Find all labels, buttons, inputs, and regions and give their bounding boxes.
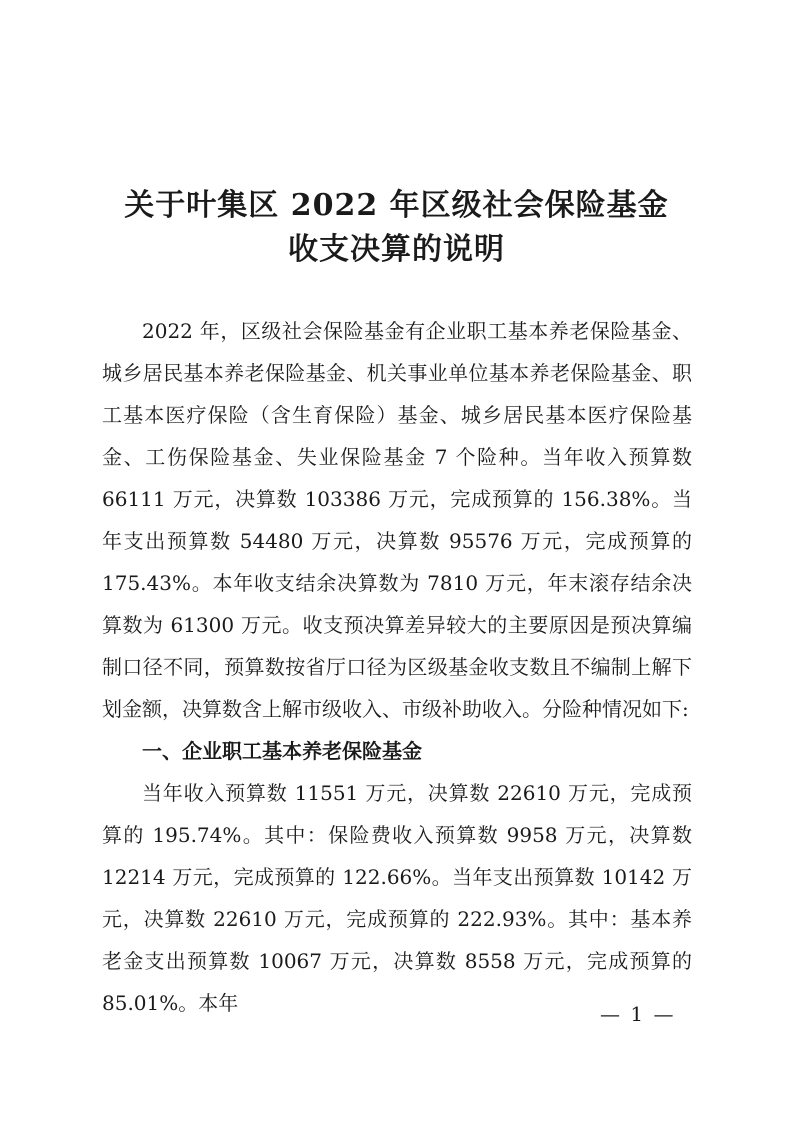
- document-body: [102, 310, 692, 1024]
- section-heading-1: 一、企业职工基本养老保险基金: [142, 739, 422, 763]
- document-title-line-2: 收支决算的说明: [288, 232, 505, 267]
- section-1-paragraph: 当年收入预算数 11551 万元，决算数 22610 万元，完成预算的 195.74%。其中：保险费收入预算数 9958 万元，决算数 12214 万元，完成预算的 122.66%。当年支出预算数 10142 万元，决算数 22610 万元，完成预算的 222.93%。其中：基本养老金支出预算数 10067 万元，决算数 8558 万元，完成预算的 85.01%。本年: [102, 781, 692, 1015]
- page-number: — 1 —: [600, 1002, 676, 1026]
- intro-paragraph: 2022 年，区级社会保险基金有企业职工基本养老保险基金、城乡居民基本养老保险基金、机关事业单位基本养老保险基金、职工基本医疗保险（含生育保险）基金、城乡居民基本医疗保险基金、工伤保险基金、失业保险基金 7 个险种。当年收入预算数 66111 万元，决算数 103386 万元，完成预算的 156.38%。当年支出预算数 54480 万元，决算数 95576 万元，完成预算的 175.43%。本年收支结余决算数为 7810 万元，年末滚存结余决算数为 61300 万元。收支预决算差异较大的主要原因是预决算编制口径不同，预算数按省厅口径为区级基金收支数且不编制上解下划金额，决算数含上解市级收入、市级补助收入。分险种情况如下:: [102, 319, 692, 721]
- document-title-line-1: 关于叶集区 2022 年区级社会保险基金: [124, 188, 669, 223]
